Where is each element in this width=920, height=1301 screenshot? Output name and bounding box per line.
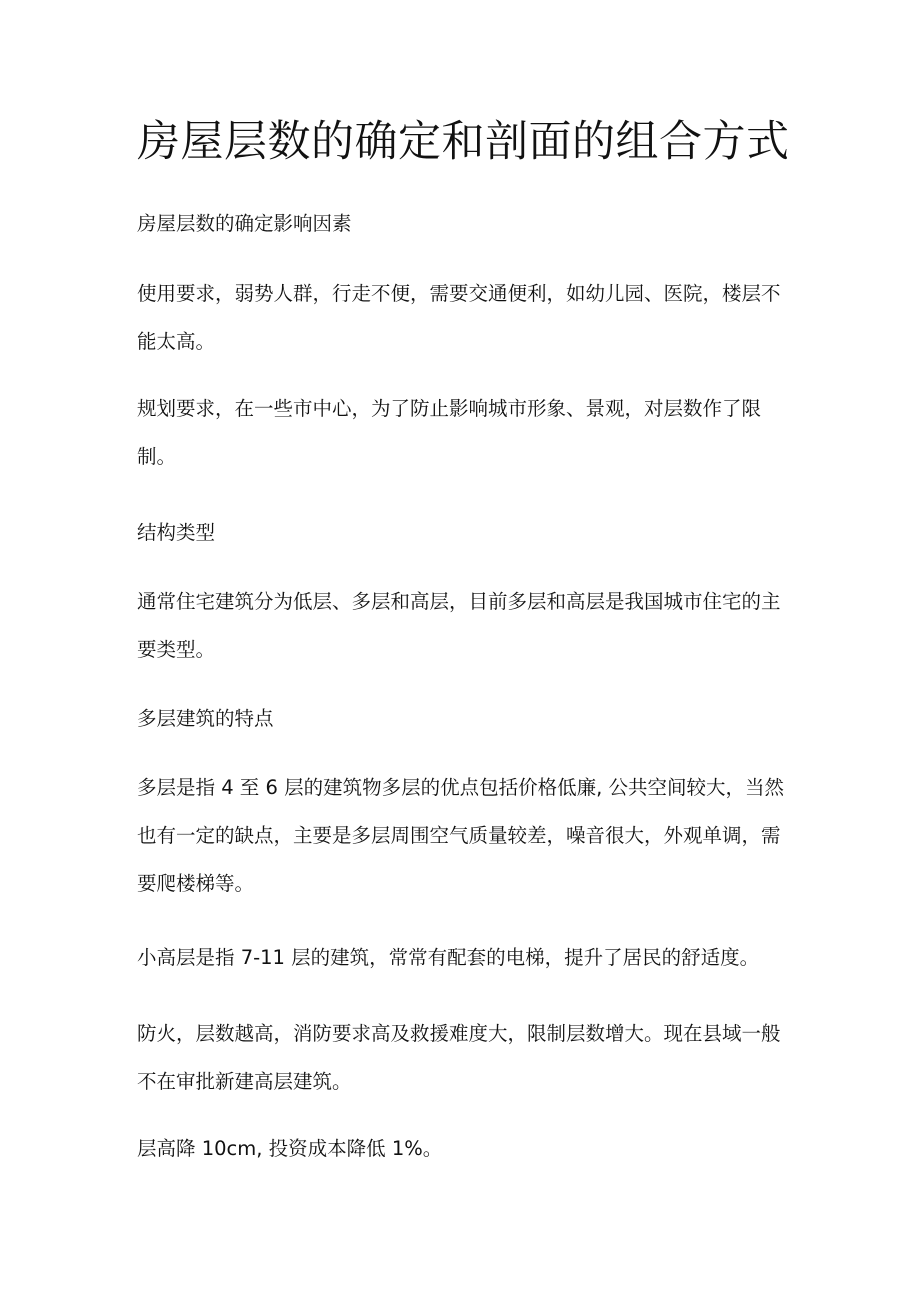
paragraph-residential-classification: 通常住宅建筑分为低层、多层和高层，目前多层和高层是我国城市住宅的主要类型。 bbox=[137, 590, 781, 661]
paragraph-usage-requirements: 使用要求，弱势人群，行走不便，需要交通便利，如幼儿园、医院，楼层不能太高。 bbox=[137, 282, 781, 353]
paragraph-planning-requirements: 规划要求，在一些市中心，为了防止影响城市形象、景观，对层数作了限制。 bbox=[137, 397, 762, 468]
section-heading-floor-factors: 房屋层数的确定影响因素 bbox=[137, 212, 352, 235]
section-heading-multistory-features: 多层建筑的特点 bbox=[137, 707, 274, 730]
section-heading-structure-type: 结构类型 bbox=[137, 521, 216, 544]
paragraph-floor-height-cost: 层高降 10cm, 投资成本降低 1%。 bbox=[137, 1137, 443, 1160]
paragraph-fire-protection: 防火，层数越高，消防要求高及救援难度大，限制层数增大。现在县域一般不在审批新建高层建筑。 bbox=[137, 1022, 781, 1093]
document-title: 房屋层数的确定和剖面的组合方式 bbox=[137, 117, 790, 167]
paragraph-multistory-description: 多层是指 4 至 6 层的建筑物多层的优点包括价格低廉, 公共空间较大，当然也有一定的缺点，主要是多层周围空气质量较差，噪音很大，外观单调，需要爬楼梯等。 bbox=[137, 776, 785, 895]
paragraph-small-highrise: 小高层是指 7-11 层的建筑，常常有配套的电梯，提升了居民的舒适度。 bbox=[137, 946, 760, 969]
